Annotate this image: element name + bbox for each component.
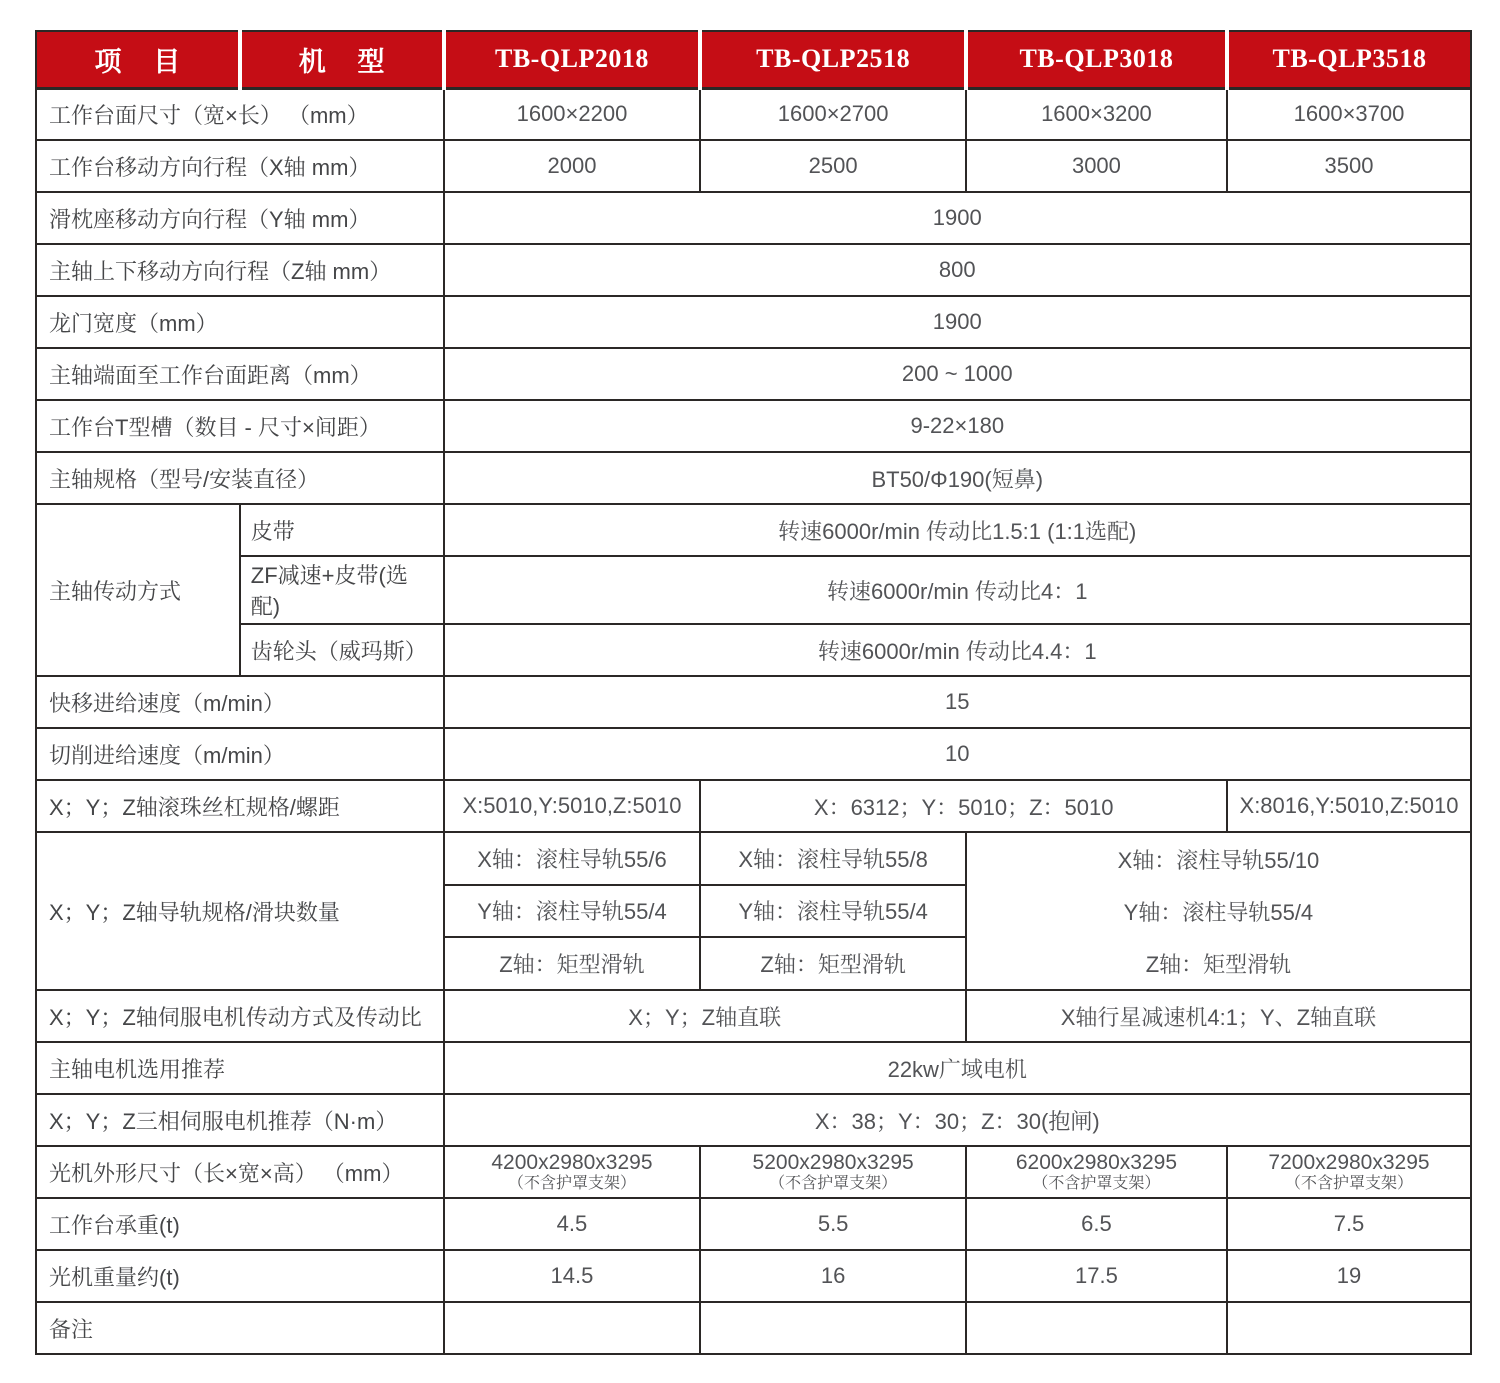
cell-value: 16 — [700, 1250, 965, 1302]
cell-value: 5.5 — [700, 1198, 965, 1250]
cell-value: Z轴：矩型滑轨 — [444, 937, 701, 990]
row-label: 主轴电机选用推荐 — [36, 1042, 444, 1094]
row-label: X；Y；Z轴伺服电机传动方式及传动比 — [36, 990, 444, 1042]
row-label: 工作台面尺寸（宽×长） （mm） — [36, 88, 444, 140]
row-label-spindle-drive: 主轴传动方式 — [36, 504, 240, 676]
cell-value-merged: BT50/Φ190(短鼻) — [444, 452, 1471, 504]
remarks-cell — [444, 1302, 701, 1354]
row-label: 切削进给速度（m/min） — [36, 728, 444, 780]
cell-value-merged: 10 — [444, 728, 1471, 780]
guideway-y-line: Y轴：滚柱导轨55/4 — [1123, 899, 1314, 925]
cell-value-merged: 15 — [444, 676, 1471, 728]
row-label: 龙门宽度（mm） — [36, 296, 444, 348]
cell-value: 7.5 — [1227, 1198, 1471, 1250]
remarks-cell — [966, 1302, 1227, 1354]
row-spindle-spec — [36, 452, 1471, 504]
row-label: 快移进给速度（m/min） — [36, 676, 444, 728]
cell-value-merged: 200 ~ 1000 — [444, 348, 1471, 400]
sub-label-gear: 齿轮头（威玛斯） — [240, 624, 444, 676]
cell-value-merged: 800 — [444, 244, 1471, 296]
row-label: X；Y；Z轴滚珠丝杠规格/螺距 — [36, 780, 444, 832]
cell-value: 1600×2200 — [444, 88, 701, 140]
cell-value: 1600×3200 — [966, 88, 1227, 140]
cell-value: X轴：滚柱导轨55/8 — [700, 832, 965, 885]
row-dimensions — [36, 1146, 1471, 1198]
row-worktable-size — [36, 88, 1471, 140]
row-servo-motor — [36, 1094, 1471, 1146]
row-ballscrew — [36, 780, 1471, 832]
cell-value: Y轴：滚柱导轨55/4 — [700, 885, 965, 938]
header-model: 机 型 — [240, 31, 444, 88]
cell-value: 3000 — [966, 140, 1227, 192]
row-label-guideways: X；Y；Z轴导轨规格/滑块数量 — [36, 832, 444, 990]
cell-value: 1600×2700 — [700, 88, 965, 140]
cell-value: 19 — [1227, 1250, 1471, 1302]
dimension-size: 6200x2980x3295 — [1015, 1151, 1178, 1175]
row-label: 主轴端面至工作台面距离（mm） — [36, 348, 444, 400]
guideway-x-line: X轴：滚柱导轨55/10 — [1117, 847, 1320, 873]
cell-value: X轴：滚柱导轨55/6 — [444, 832, 701, 885]
cell-value-merged: X：6312；Y：5010；Z：5010 — [700, 780, 1227, 832]
dimension-size: 5200x2980x3295 — [752, 1151, 914, 1175]
sub-label-belt: 皮带 — [240, 504, 444, 556]
dimension-note: （不含护罩支架） — [507, 1175, 636, 1193]
dimension-note: （不含护罩支架） — [1032, 1175, 1161, 1193]
row-label: 滑枕座移动方向行程（Y轴 mm） — [36, 192, 444, 244]
cell-value: 3500 — [1227, 140, 1471, 192]
row-gantry-width — [36, 296, 1471, 348]
remarks-cell — [1227, 1302, 1471, 1354]
machine-spec-table — [35, 30, 1472, 1355]
cell-value: 6.5 — [966, 1198, 1227, 1250]
cell-value: Y轴：滚柱导轨55/4 — [444, 885, 701, 938]
cell-value-merged: X；Y；Z轴直联 — [444, 990, 966, 1042]
row-spindle-motor — [36, 1042, 1471, 1094]
cell-value-merged-guideways — [966, 832, 1471, 990]
row-label: 光机重量约(t) — [36, 1250, 444, 1302]
row-spindle-drive-zf — [36, 556, 1471, 624]
cell-value: 14.5 — [444, 1250, 701, 1302]
cell-value: Z轴：矩型滑轨 — [700, 937, 965, 990]
cell-value: 17.5 — [966, 1250, 1227, 1302]
row-t-slots — [36, 400, 1471, 452]
remarks-cell — [700, 1302, 965, 1354]
cell-value-merged: X：38；Y：30；Z：30(抱闸) — [444, 1094, 1471, 1146]
cell-value: 1600×3700 — [1227, 88, 1471, 140]
header-model-tb-qlp3518: TB-QLP3518 — [1227, 31, 1471, 88]
row-label: 工作台移动方向行程（X轴 mm） — [36, 140, 444, 192]
dimension-size: 7200x2980x3295 — [1268, 1151, 1430, 1175]
header-model-tb-qlp2018: TB-QLP2018 — [444, 31, 701, 88]
header-model-tb-qlp2518: TB-QLP2518 — [700, 31, 965, 88]
row-rapid-feed — [36, 676, 1471, 728]
row-z-travel — [36, 244, 1471, 296]
cell-value-merged: X轴行星减速机4:1；Y、Z轴直联 — [966, 990, 1471, 1042]
row-label: 光机外形尺寸（长×宽×高） （mm） — [36, 1146, 444, 1198]
header-item: 项 目 — [36, 31, 240, 88]
row-cutting-feed — [36, 728, 1471, 780]
cell-value-dimension — [444, 1146, 701, 1198]
cell-value-merged: 转速6000r/min 传动比1.5:1 (1:1选配) — [444, 504, 1471, 556]
cell-value-merged: 转速6000r/min 传动比4.4：1 — [444, 624, 1471, 676]
cell-value-merged: 22kw广域电机 — [444, 1042, 1471, 1094]
header-row — [36, 31, 1471, 88]
guideway-stack — [967, 833, 1470, 989]
row-spindle-drive-belt — [36, 504, 1471, 556]
cell-value-merged: 1900 — [444, 296, 1471, 348]
row-label: 主轴上下移动方向行程（Z轴 mm） — [36, 244, 444, 296]
cell-value: 2500 — [700, 140, 965, 192]
cell-value-merged: 9-22×180 — [444, 400, 1471, 452]
row-servo-drive — [36, 990, 1471, 1042]
header-model-tb-qlp3018: TB-QLP3018 — [966, 31, 1227, 88]
row-label: 工作台承重(t) — [36, 1198, 444, 1250]
dimension-note: （不含护罩支架） — [1285, 1175, 1414, 1193]
dimension-note: （不含护罩支架） — [769, 1175, 898, 1193]
row-spindle-nose-to-table — [36, 348, 1471, 400]
cell-value: 2000 — [444, 140, 701, 192]
row-spindle-drive-gear — [36, 624, 1471, 676]
cell-value-dimension — [966, 1146, 1227, 1198]
row-guideways-x — [36, 832, 1471, 885]
row-label: X；Y；Z三相伺服电机推荐（N·m） — [36, 1094, 444, 1146]
row-x-travel — [36, 140, 1471, 192]
row-table-load — [36, 1198, 1471, 1250]
cell-value: X:8016,Y:5010,Z:5010 — [1227, 780, 1471, 832]
row-label: 主轴规格（型号/安装直径） — [36, 452, 444, 504]
cell-value-merged: 转速6000r/min 传动比4：1 — [444, 556, 1471, 624]
row-label: 备注 — [36, 1302, 444, 1354]
cell-value-dimension — [1227, 1146, 1471, 1198]
row-machine-weight — [36, 1250, 1471, 1302]
row-remarks — [36, 1302, 1471, 1354]
cell-value: 4.5 — [444, 1198, 701, 1250]
dimension-size: 4200x2980x3295 — [491, 1151, 653, 1175]
cell-value-dimension — [700, 1146, 965, 1198]
row-label: 工作台T型槽（数目 - 尺寸×间距） — [36, 400, 444, 452]
row-y-travel — [36, 192, 1471, 244]
guideway-z-line: Z轴：矩型滑轨 — [1145, 951, 1292, 977]
cell-value-merged: 1900 — [444, 192, 1471, 244]
sub-label-zf: ZF减速+皮带(选配) — [240, 556, 444, 624]
cell-value: X:5010,Y:5010,Z:5010 — [444, 780, 701, 832]
